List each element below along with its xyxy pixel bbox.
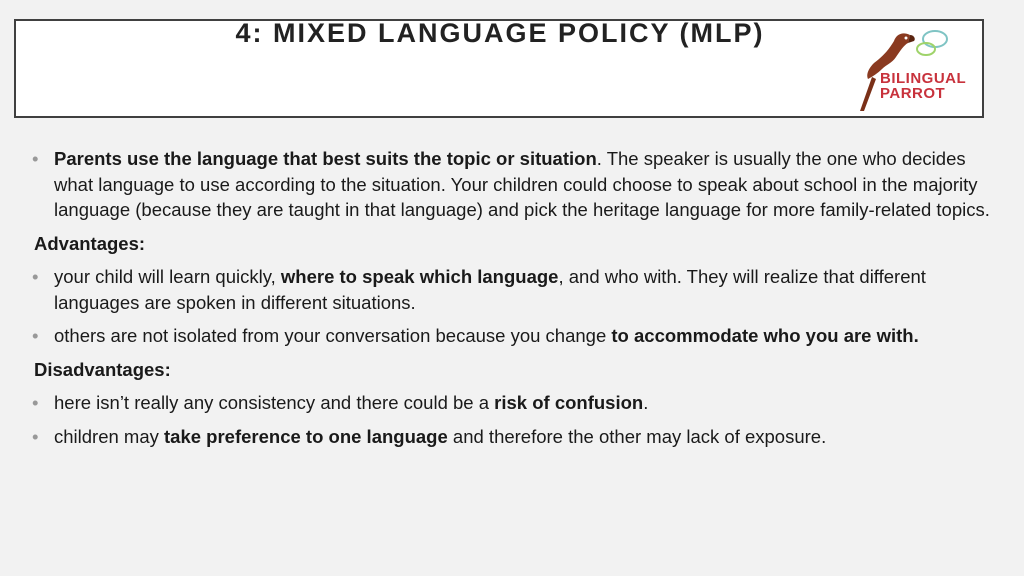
bullet-bold: risk of confusion xyxy=(494,392,644,413)
slide-content xyxy=(30,146,1000,457)
bullet-text: children may xyxy=(54,425,165,447)
bullet-bold: take preference to one language xyxy=(164,425,448,447)
bullet-text: your child will learn quickly, xyxy=(54,266,281,287)
advantages-heading: Advantages: xyxy=(34,232,146,254)
logo-line2: PARROT xyxy=(880,85,946,102)
advantage-item-2 xyxy=(30,323,1000,349)
logo-line1: BILINGUAL xyxy=(880,70,967,87)
bullet-bold: Parents use the language that best suits the topic or situation xyxy=(54,148,597,169)
advantage-item-1 xyxy=(30,264,1000,315)
disadvantage-item-2 xyxy=(30,424,1000,450)
disadvantage-item-1 xyxy=(30,390,1000,416)
logo-text xyxy=(880,71,966,101)
bullet-dot: • xyxy=(32,325,39,346)
bullet-text: and therefore the other may lack of exposure. xyxy=(447,425,827,447)
bullet-text: . The speaker is usually the one who decides what language to use according to the situation. Your children could choose to speak about school in the majority language (because they are taught in that language) and pick the heritage language for more family-related topics. xyxy=(54,148,990,220)
bullet-bold: where to speak which language xyxy=(280,266,559,287)
slide-title: 4: MIXED LANGUAGE POLICY (MLP) xyxy=(235,18,765,48)
bullet-dot: • xyxy=(32,266,39,287)
bullet-text: others are not isolated from your conversation because you change xyxy=(54,325,612,346)
bullet-bold: to accommodate who you are with. xyxy=(611,325,919,346)
bullet-dot: • xyxy=(32,425,39,447)
bullet-dot: • xyxy=(32,148,39,169)
disadvantages-heading: Disadvantages: xyxy=(34,358,171,380)
bullet-dot: • xyxy=(32,392,39,413)
bullet-topic-situation xyxy=(30,146,1000,223)
bullet-text: here isn’t really any consistency and there could be a xyxy=(54,392,495,413)
bullet-text: . xyxy=(643,392,649,413)
bullet-text: , and who with. They will realize that different languages are spoken in different situations. xyxy=(54,266,926,313)
